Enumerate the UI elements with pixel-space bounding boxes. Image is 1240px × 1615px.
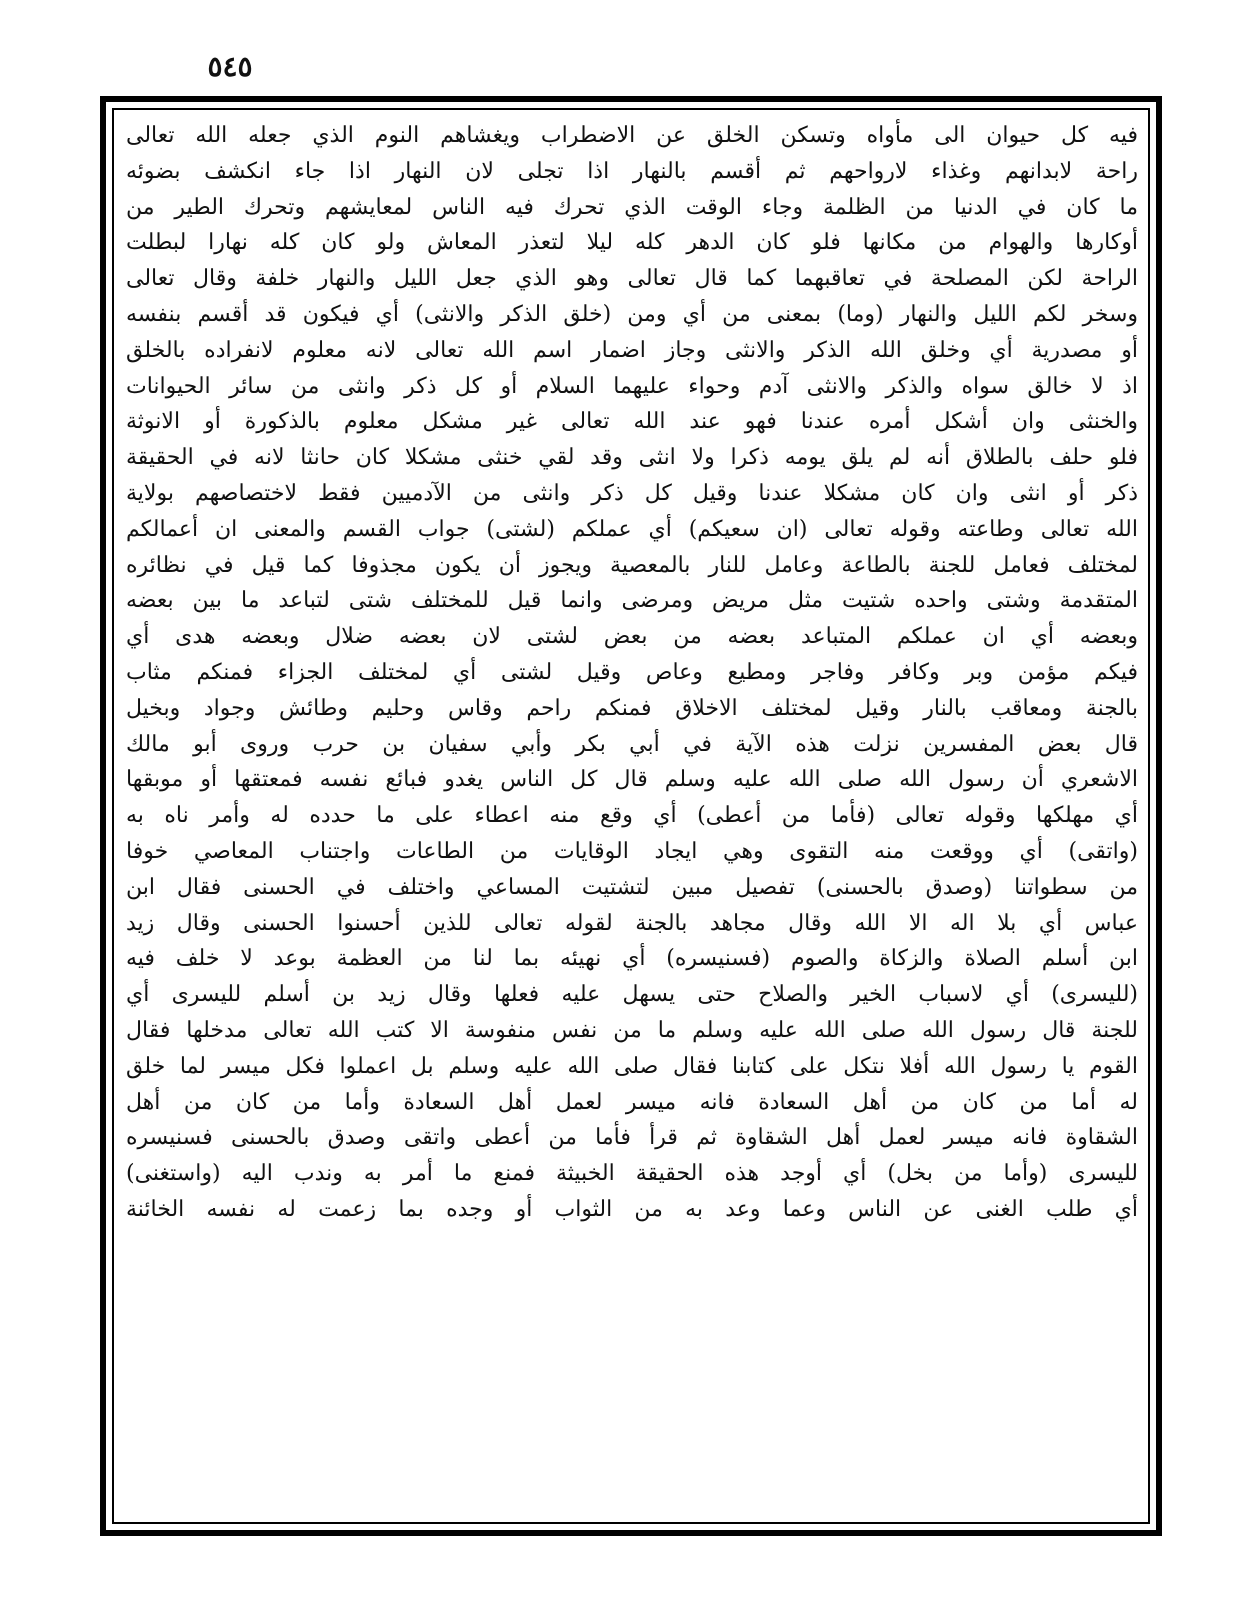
text-line: لمختلف فعامل للجنة بالطاعة وعامل للنار بالمعصية ويجوز أن يكون مجذوفا كما قيل في نظائره: [126, 552, 1138, 578]
text-line: أي مهلكها وقوله تعالى (فأما من أعطى) أي وقع منه اعطاء على ما حدده له وأمر ناه به: [126, 803, 1138, 829]
body-text: [126, 118, 1138, 1518]
text-line: من سطواتنا (وصدق بالحسنى) تفصيل مبين لتشتيت المساعي واختلف في الحسنى فقال ابن: [126, 874, 1138, 900]
text-line: الراحة لكن المصلحة في تعاقبهما كما قال تعالى وهو الذي جعل الليل والنهار خلفة وقال تعالى: [126, 266, 1138, 292]
text-line: فيكم مؤمن وبر وكافر وفاجر ومطيع وعاص وقيل لشتى أي لمختلف الجزاء فمنكم مثاب: [126, 659, 1138, 685]
text-line: المتقدمة وشتى واحده شتيت مثل مريض ومرضى وانما قيل للمختلف شتى لتباعد ما بين بعضه: [126, 588, 1138, 614]
text-line: أو مصدرية أي وخلق الله الذكر والانثى وجاز اضمار اسم الله تعالى لانه معلوم لانفراده بالخلق: [126, 337, 1138, 363]
text-line: فلو حلف بالطلاق أنه لم يلق يومه ذكرا ولا انثى وقد لقي خنثى مشكلا كان حانثا لانه في الحقيقة: [126, 445, 1138, 471]
text-line: لليسرى (وأما من بخل) أي أوجد هذه الحقيقة الخبيثة فمنع ما أمر به وندب اليه (واستغنى): [126, 1161, 1138, 1187]
text-line: ابن أسلم الصلاة والزكاة والصوم (فسنيسره) أي نهيئه بما لنا من العظمة بوعد لا خلف فيه: [126, 946, 1138, 972]
text-line: وسخر لكم الليل والنهار (وما) بمعنى من أي ومن (خلق الذكر والانثى) أي فيكون قد أقسم بنفسه: [126, 301, 1138, 327]
text-line: ما كان في الدنيا من الظلمة وجاء الوقت الذي تحرك فيه الناس لمعايشهم وتحرك الطير من: [126, 194, 1138, 220]
text-line: عباس أي بلا اله الا الله وقال مجاهد بالجنة لقوله تعالى للذين أحسنوا الحسنى وقال زيد: [126, 910, 1138, 936]
text-line: أوكارها والهوام من مكانها فلو كان الدهر كله ليلا لتعذر المعاش ولو كان كله نهارا لبطلت: [126, 230, 1138, 256]
text-line: والخنثى وان أشكل أمره عندنا فهو عند الله تعالى غير مشكل معلوم بالذكورة أو الانوثة: [126, 409, 1138, 435]
text-line: له أما من كان من أهل السعادة فانه ميسر لعمل أهل السعادة وأما من كان من أهل: [126, 1089, 1138, 1115]
text-line: الشقاوة فانه ميسر لعمل أهل الشقاوة ثم قرأ فأما من أعطى واتقى وصدق بالحسنى فسنيسره: [126, 1125, 1138, 1151]
text-line: بالجنة ومعاقب بالنار وقيل لمختلف الاخلاق فمنكم راحم وقاس وحليم وطائش وجواد وبخيل: [126, 695, 1138, 721]
text-line: الاشعري أن رسول الله صلى الله عليه وسلم قال كل الناس يغدو فبائع نفسه فمعتقها أو موبقها: [126, 767, 1138, 793]
text-line: أي طلب الغنى عن الناس وعما وعد به من الثواب أو وجده بما زعمت له نفسه الخائنة: [126, 1196, 1138, 1222]
text-line: ذكر أو انثى وان كان مشكلا عندنا وقيل كل ذكر وانثى من الآدميين فقط لاختصاصهم بولاية: [126, 480, 1138, 506]
text-line: (واتقى) أي ووقعت منه التقوى وهي ايجاد الوقايات من الطاعات واجتناب المعاصي خوفا: [126, 838, 1138, 864]
text-line: راحة لابدانهم وغذاء لارواحهم ثم أقسم بالنهار اذا تجلى لان النهار اذا جاء انكشف بضوئه: [126, 158, 1138, 184]
page-number: ٥٤٥: [207, 50, 253, 83]
text-line: وبعضه أي ان عملكم المتباعد بعضه من بعض لشتى لان بعضه ضلال وبعضه هدى أي: [126, 624, 1138, 650]
text-line: القوم يا رسول الله أفلا نتكل على كتابنا فقال صلى الله عليه وسلم بل اعملوا فكل ميسر لما خلق: [126, 1053, 1138, 1079]
text-line: (لليسرى) أي لاسباب الخير والصلاح حتى يسهل عليه فعلها وقال زيد بن أسلم لليسرى أي: [126, 982, 1138, 1008]
text-line: الله تعالى وطاعته وقوله تعالى (ان سعيكم) أي عملكم (لشتى) جواب القسم والمعنى ان أعمالكم: [126, 516, 1138, 542]
text-line: اذ لا خالق سواه والذكر والانثى آدم وحواء عليهما السلام أو كل ذكر وانثى من سائر الحيوانات: [126, 373, 1138, 399]
text-line: للجنة قال رسول الله صلى الله عليه وسلم ما من نفس منفوسة الا كتب الله تعالى مدخلها فقال: [126, 1017, 1138, 1043]
text-line: فيه كل حيوان الى مأواه وتسكن الخلق عن الاضطراب ويغشاهم النوم الذي جعله الله تعالى: [126, 123, 1138, 148]
text-line: قال بعض المفسرين نزلت هذه الآية في أبي بكر وأبي سفيان بن حرب وروى أبو مالك: [126, 731, 1138, 757]
